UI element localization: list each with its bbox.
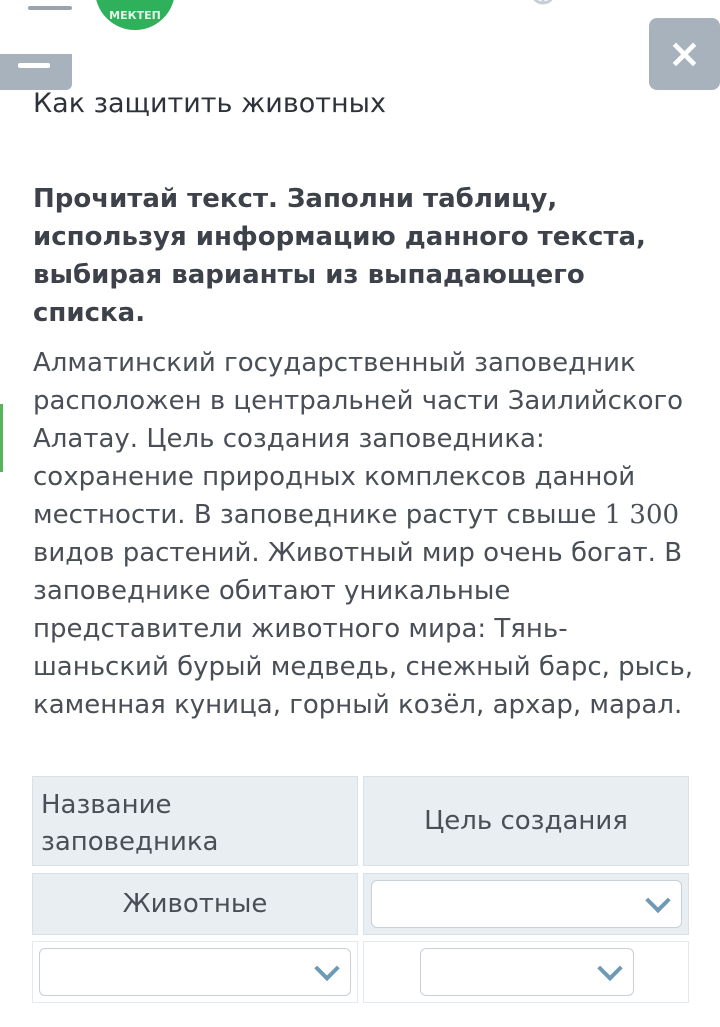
globe-icon[interactable] xyxy=(530,0,556,8)
name-dropdown[interactable] xyxy=(39,948,351,996)
reading-passage xyxy=(33,344,698,724)
goal-header-label: Цель создания xyxy=(424,806,628,836)
mektep-logo[interactable] xyxy=(95,0,175,30)
animals-dropdown-cell xyxy=(363,941,689,1003)
passage-text-end: видов растений. Животный мир очень богат. В заповеднике обитают уникальные представители животного мира: Тянь-шаньский бурый медведь, снежный барс, рысь, каменная куница, горный козёл, архар, марал. xyxy=(33,538,694,720)
chevron-down-icon xyxy=(597,956,622,981)
page-title: Как защитить животных xyxy=(33,88,386,119)
goal-dropdown[interactable] xyxy=(371,880,682,928)
goal-dropdown-cell xyxy=(363,873,689,935)
animals-dropdown[interactable] xyxy=(420,948,634,996)
table-header-goal xyxy=(363,776,689,866)
close-button[interactable] xyxy=(649,18,720,90)
task-instruction: Прочитай текст. Заполни таблицу, используя информацию данного текста, выбирая варианты из выпадающего списка. xyxy=(33,184,646,328)
name-dropdown-cell xyxy=(32,941,358,1003)
side-tab-indicator xyxy=(0,404,3,472)
close-icon: × xyxy=(667,31,702,77)
chevron-down-icon xyxy=(645,888,670,913)
chevron-down-icon xyxy=(314,956,339,981)
animals-label: Животные xyxy=(122,889,268,919)
logo-text: МЕКТЕП xyxy=(109,9,161,22)
passage-text-start: Алматинский государственный заповедник расположен в центральней части Заилийского Алатау. Цель создания заповедника: сохранение природных комплексов данной местности. В заповеднике растут свыше xyxy=(33,348,684,530)
table-header-name: Название заповедника xyxy=(32,776,358,866)
minimize-icon xyxy=(18,63,50,68)
minimize-button[interactable] xyxy=(0,54,72,90)
hamburger-icon[interactable] xyxy=(28,0,72,12)
table-row-label-animals xyxy=(32,873,358,935)
passage-number: 1 300 xyxy=(604,500,680,530)
